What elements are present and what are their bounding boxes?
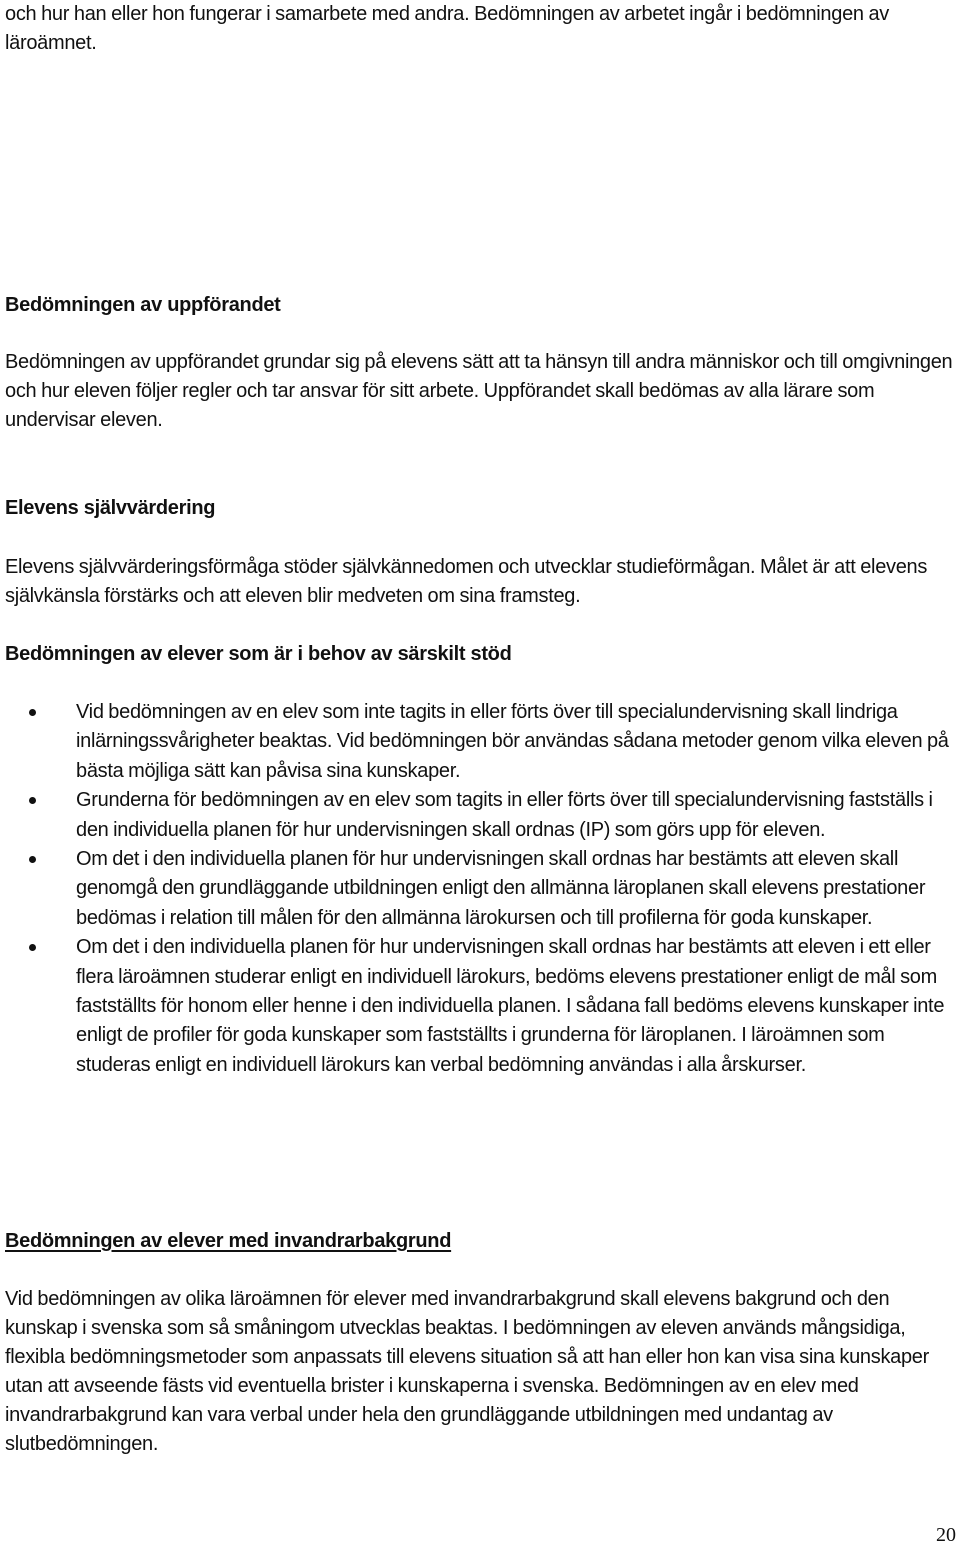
list-item-text: Om det i den individuella planen för hur undervisningen skall ordnas har bestämts att eleven skall genomgå den grundläggande utbildningen enligt den allmänna läroplanen skall elevens prestationer bedömas i relation till målen för den allmänna lärokursen och till profilerna för goda kunskaper. bbox=[76, 848, 926, 929]
paragraph-conduct: Bedömningen av uppförandet grundar sig på elevens sätt att ta hänsyn till andra människor och till omgivningen och hur eleven följer regler och tar ansvar för sitt arbete. Uppförandet skall bedömas av alla lärare som undervisar eleven. bbox=[5, 351, 953, 431]
list-item bbox=[0, 786, 956, 845]
bullet-icon bbox=[29, 944, 36, 951]
bullet-icon bbox=[29, 709, 36, 716]
list-item-text: Grunderna för bedömningen av en elev som tagits in eller förts över till specialundervisning fastställs i den individuella planen för hur undervisningen skall ordnas (IP) som görs upp för eleven. bbox=[76, 789, 933, 841]
paragraph-self-assessment: Elevens självvärderingsförmåga stöder självkännedomen och utvecklar studieförmågan. Målet är att elevens självkänsla förstärks och att eleven blir medveten om sina framsteg. bbox=[5, 556, 928, 607]
bullet-icon bbox=[29, 797, 36, 804]
heading-self-assessment: Elevens självvärdering bbox=[5, 497, 216, 519]
list-item bbox=[0, 845, 956, 933]
intro-paragraph: och hur han eller hon fungerar i samarbete med andra. Bedömningen av arbetet ingår i bedömningen av läroämnet. bbox=[5, 3, 890, 54]
list-item bbox=[0, 933, 956, 1080]
bullet-icon bbox=[29, 856, 36, 863]
list-item-text: Om det i den individuella planen för hur undervisningen skall ordnas har bestämts att eleven i ett eller flera läroämnen studerar enligt en individuell lärokurs, bedöms elevens prestationer enligt de mål som fastställts för honom eller henne i den individuella planen. I sådana fall bedöms elevens kunskaper inte enligt de profiler för goda kunskaper som fastställts i grunderna för läroplanen. I läroämnen som studeras enligt en individuell lärokurs kan verbal bedömning användas i alla årskurser. bbox=[76, 936, 945, 1076]
list-item-text: Vid bedömningen av en elev som inte tagits in eller förts över till specialundervisning skall lindriga inlärningssvårigheter beaktas. Vid bedömningen bör användas sådana metoder genom vilka eleven på bästa möjliga sätt kan påvisa sina kunskaper. bbox=[76, 701, 949, 782]
heading-immigrant: Bedömningen av elever med invandrarbakgrund bbox=[5, 1230, 452, 1252]
list-item bbox=[0, 698, 956, 786]
heading-special-support: Bedömningen av elever som är i behov av särskilt stöd bbox=[5, 643, 512, 665]
paragraph-immigrant: Vid bedömningen av olika läroämnen för elever med invandrarbakgrund skall elevens bakgrund och den kunskap i svenska som så småningom utvecklas beaktas. I bedömningen av eleven används mångsidiga, flexibla bedömningsmetoder som anpassats till elevens situation så att han eller hon kan visa sina kunskaper utan att avseende fästs vid eventuella brister i kunskaperna i svenska. Bedömningen av en elev med invandrarbakgrund kan vara verbal under hela den grundläggande utbildningen med undantag av slutbedömningen. bbox=[5, 1288, 929, 1455]
page-number: 20 bbox=[936, 1524, 956, 1546]
special-support-list bbox=[0, 698, 960, 1080]
heading-conduct: Bedömningen av uppförandet bbox=[5, 294, 281, 316]
